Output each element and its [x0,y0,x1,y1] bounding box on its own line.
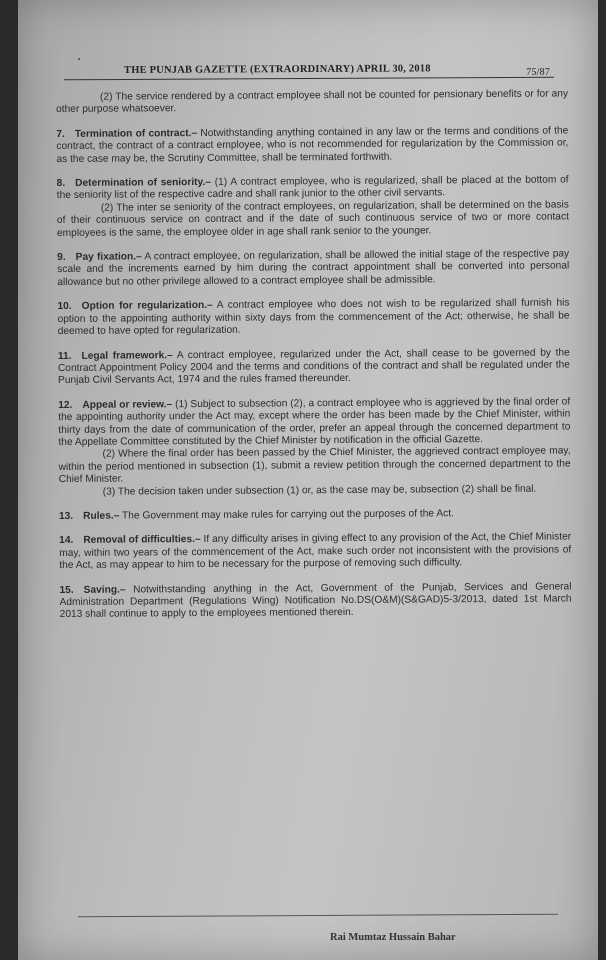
section-number: 7. [56,128,65,140]
section-paragraph [58,446,570,487]
section-heading: Rules.– [83,510,120,522]
section-paragraph [56,125,568,166]
section [58,396,571,499]
page-number: 75/87 [526,66,551,78]
section-heading: Termination of contract.– [74,127,198,140]
section [56,88,568,116]
section-paragraph [58,347,570,388]
section-number: 14. [59,535,74,547]
section-text: The Government may make rules for carrying out the purposes of the Act. [122,508,454,522]
section-text: (1) Subject to subsection (2), a contract employee who is aggrieved by the final order of the appointing authority under the Act may, except where the order has been made by the Chief Minister, within thirty days from the date of communication of the order, prefer an appeal through the concerned department to the Appellate Committee constituted by the Chief Minister by notification in the official Gazette. [58,396,571,448]
section-text: (3) The decision taken under subsection (1) or, as the case may be, subsection (2) shall be final. [102,483,537,498]
section-text: (2) The inter se seniority of the contract employees, on regularization, shall be determined on the basis of their continuous service on contract and if the date of such continuous service of two or more contact employees is the same, the employee older in age shall rank senior to the younger. [56,199,569,239]
section-heading: Appeal or review.– [82,398,173,411]
section-text: A contract employee, on regularization, shall be allowed the initial stage of the respective pay scale and the increments earned by him during the contract appointment shall be converted into personal allowance but no other privilege allowed to a contract employee shall be admissible. [57,248,570,288]
section-number: 11. [57,350,72,362]
gazette-title: THE PUNJAB GAZETTE (EXTRAORDINARY) APRIL 30, 2018 [123,63,431,76]
section-paragraph [58,396,570,449]
section [56,125,568,166]
section-number: 10. [57,301,72,313]
section-heading: Determination of seniority.– [75,176,211,189]
section-paragraph [59,581,571,622]
section [57,174,569,240]
section-heading: Legal framework.– [81,349,173,362]
bottom-divider [78,914,558,918]
section-text: (2) The service rendered by a contract employee shall not be counted for pensionary benefits or for any other purpose whatsoever. [56,88,569,116]
section-paragraph [56,88,568,116]
section-text: If any difficulty arises in giving effect to any provision of the Act, the Chief Minister may, within two years of the commencement of the Act, make such order not inconsistent with the provisions of the Act, as may appear to him to be necessary for the purpose of removing such difficulty. [59,531,572,572]
document-body [56,88,572,633]
section-text: (2) Where the final order has been passed by the Chief Minister, the aggrieved contract employee may, within the period mentioned in subsection (1), submit a review petition through the concerned department to the Chief Minister. [58,445,571,486]
section-paragraph [57,298,569,339]
print-speck [78,58,80,60]
section [57,248,569,289]
section-number: 8. [56,177,66,190]
section-number: 9. [57,251,66,264]
section-number: 13. [58,510,74,522]
page-header [64,63,554,81]
section [59,532,571,573]
section-paragraph [57,248,569,289]
section-number: 15. [59,584,74,596]
section-number: 12. [58,399,73,411]
gazette-page [18,0,598,960]
section-heading: Removal of difficulties.– [83,534,201,547]
section-text: A contract employee who does not wish to be regularized shall furnish his option to the appointing authority within sixty days from the commencement of the Act; otherwise, he shall be deemed to have opted for regularization. [57,297,570,338]
section-heading: Pay fixation.– [75,251,142,263]
section [59,581,571,622]
section [59,507,571,523]
section-text: (1) A contract employee, who is regularized, shall be placed at the bottom of the seniority list of the respective cadre and shall rank junior to the other civil servants. [56,174,569,202]
section-text: Notwithstanding anything contained in any law or the terms and conditions of the contract, the contract of a contract employee, who is not recommended for regularization by the Commission or, as the case may be, the Scrutiny Committee, shall be terminated forthwith. [56,125,569,165]
section-paragraph [59,483,571,499]
section [58,347,570,388]
section-paragraph [57,174,569,202]
section-paragraph [57,199,569,240]
signature-name: Rai Mumtaz Hussain Bahar [330,932,456,943]
section-text: A contract employee, regularized under the Act, shall cease to be governed by the Contract Appointment Policy 2004 and the terms and conditions of the contract and shall be regulated under the Punjab Civil Servants Act, 1974 and the rules framed thereunder. [57,346,570,387]
section-text: Notwithstanding anything in the Act, Government of the Punjab, Services and General Administration Department (Regulations Wing) Notification No.DS(O&M)(S&GAD)5-3/2013, dated 1st March 2013 shall continue to apply to the employees mentioned therein. [59,581,572,621]
section-paragraph [59,532,571,573]
section [57,298,569,339]
section-heading: Saving.– [83,584,126,596]
section-heading: Option for regularization.– [81,300,213,313]
section-paragraph [59,507,571,523]
